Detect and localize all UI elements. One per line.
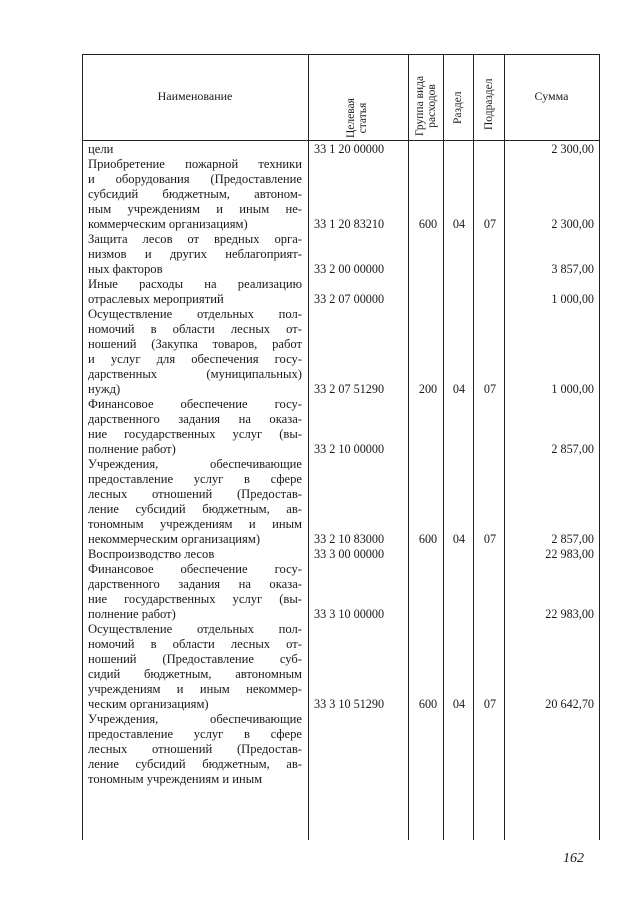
header-group-line1: Группа вида	[413, 75, 426, 136]
row-name-line: Защита лесов от вредных орга-	[88, 232, 302, 246]
row-name-line: некоммерческим организациям)	[88, 532, 261, 546]
row-target-code: 33 2 00 00000	[314, 262, 385, 276]
row-name-line: ным учреждениям и иным не-	[88, 202, 302, 216]
header-section	[443, 54, 473, 140]
row-name	[88, 712, 302, 787]
row-name-line: ние государственных услуг (вы-	[88, 592, 302, 606]
row-name-line: отраслевых мероприятий	[88, 292, 224, 306]
row-target-code: 33 2 10 00000	[314, 442, 385, 456]
header-target-line2: статья	[357, 102, 369, 134]
table-row	[82, 547, 600, 562]
header-section-label: Раздел	[452, 91, 464, 124]
row-name-line: ношений (Закупка товаров, работ	[88, 337, 302, 351]
row-sum: 1 000,00	[551, 292, 594, 306]
row-name-line: лесных отношений (Предостав-	[88, 487, 302, 501]
row-subsection: 07	[483, 532, 497, 546]
row-target-code: 33 3 10 00000	[314, 607, 385, 621]
row-name-line: предоставление услуг в сфере	[88, 472, 302, 486]
header-target	[308, 54, 408, 140]
row-name-line: и оборудования (Предоставление	[88, 172, 302, 186]
row-name-line: тономным учреждениям и иным	[88, 517, 302, 531]
row-sum: 2 300,00	[551, 217, 594, 231]
table-row	[82, 307, 600, 397]
row-sum: 22 983,00	[545, 607, 594, 621]
row-name-line: лесных отношений (Предостав-	[88, 742, 302, 756]
row-name-line: дарственного задания на оказа-	[88, 577, 302, 591]
header-subsection	[473, 54, 504, 140]
row-name	[88, 307, 302, 397]
row-subsection: 07	[483, 382, 497, 396]
header-group-line2: расходов	[425, 84, 438, 128]
row-expense-group: 600	[418, 532, 438, 546]
table-row	[82, 457, 600, 547]
row-name-line: ние государственных услуг (вы-	[88, 427, 302, 441]
row-name-line: учреждениям и иным некоммер-	[88, 682, 302, 696]
row-name	[88, 622, 302, 712]
row-name-line: полнение работ)	[88, 607, 176, 621]
table-row	[82, 622, 600, 712]
row-name	[88, 397, 302, 457]
table-row	[82, 562, 600, 622]
header-target-line1: Целевая	[345, 98, 357, 138]
row-sum: 2 300,00	[551, 142, 594, 156]
row-target-code: 33 2 10 83000	[314, 532, 385, 546]
row-sum: 3 857,00	[551, 262, 594, 276]
row-name-line: субсидий бюджетным, автоном-	[88, 187, 302, 201]
row-name	[88, 457, 302, 547]
row-name-line: предоставление услуг в сфере	[88, 727, 302, 741]
table-row	[82, 277, 600, 307]
table-row	[82, 157, 600, 232]
header-divider	[82, 140, 600, 141]
row-target-code: 33 2 07 00000	[314, 292, 385, 306]
row-name	[88, 547, 302, 562]
header-sum: Сумма	[534, 88, 569, 103]
row-name-line: коммерческим организациям)	[88, 217, 248, 231]
row-sum: 2 857,00	[551, 532, 594, 546]
row-name	[88, 232, 302, 277]
row-name-line: номочий в области лесных от-	[88, 322, 302, 336]
row-name-line: Учреждения, обеспечивающие	[88, 712, 302, 726]
row-section: 04	[452, 382, 466, 396]
row-name-line: ческим организациям)	[88, 697, 209, 711]
row-target-code: 33 1 20 00000	[314, 142, 385, 156]
row-name-line: Осуществление отдельных пол-	[88, 307, 302, 321]
row-target-code: 33 2 07 51290	[314, 382, 385, 396]
header-name: Наименование	[157, 88, 233, 103]
row-expense-group: 600	[418, 697, 438, 711]
row-expense-group: 200	[418, 382, 438, 396]
row-target-code: 33 1 20 83210	[314, 217, 385, 231]
row-name-line: дарственного задания на оказа-	[88, 412, 302, 426]
row-name-line: сидий бюджетным, автономным	[88, 667, 302, 681]
row-name-line: Воспроизводство лесов	[88, 547, 215, 561]
row-name-line: Приобретение пожарной техники	[88, 157, 302, 171]
row-name-line: ных факторов	[88, 262, 163, 276]
header-group	[408, 54, 443, 140]
row-name-line: тономным учреждениям и иным	[88, 772, 263, 786]
page-number: 162	[563, 851, 584, 866]
row-section: 04	[452, 697, 466, 711]
table-row	[82, 397, 600, 457]
row-name-line: нужд)	[88, 382, 121, 396]
table-row	[82, 142, 600, 157]
row-name-line: дарственных (муниципальных)	[88, 367, 302, 381]
row-name-line: ление субсидий бюджетным, ав-	[88, 502, 302, 516]
row-section: 04	[452, 532, 466, 546]
table-row	[82, 232, 600, 277]
row-name-line: и услуг для обеспечения госу-	[88, 352, 302, 366]
row-subsection: 07	[483, 217, 497, 231]
row-sum: 2 857,00	[551, 442, 594, 456]
row-sum: 1 000,00	[551, 382, 594, 396]
row-target-code: 33 3 00 00000	[314, 547, 385, 561]
row-section: 04	[452, 217, 466, 231]
row-name-line: Учреждения, обеспечивающие	[88, 457, 302, 471]
table-row	[82, 712, 600, 787]
row-target-code: 33 3 10 51290	[314, 697, 385, 711]
row-name	[88, 277, 302, 307]
row-name-line: Финансовое обеспечение госу-	[88, 397, 302, 411]
row-sum: 20 642,70	[545, 697, 594, 711]
row-name	[88, 142, 302, 157]
row-name-line: ление субсидий бюджетным, ав-	[88, 757, 302, 771]
row-name-line: низмов и других неблагоприят-	[88, 247, 302, 261]
row-name-line: Финансовое обеспечение госу-	[88, 562, 302, 576]
row-name-line: Осуществление отдельных пол-	[88, 622, 302, 636]
row-name-line: ношений (Предоставление суб-	[88, 652, 302, 666]
row-name	[88, 157, 302, 232]
row-name-line: Иные расходы на реализацию	[88, 277, 302, 291]
row-sum: 22 983,00	[545, 547, 594, 561]
row-name-line: номочий в области лесных от-	[88, 637, 302, 651]
row-name-line: цели	[88, 142, 114, 156]
header-subsection-label: Подраздел	[482, 78, 495, 130]
budget-table	[82, 54, 600, 840]
row-name	[88, 562, 302, 622]
row-expense-group: 600	[418, 217, 438, 231]
row-name-line: полнение работ)	[88, 442, 176, 456]
row-subsection: 07	[483, 697, 497, 711]
